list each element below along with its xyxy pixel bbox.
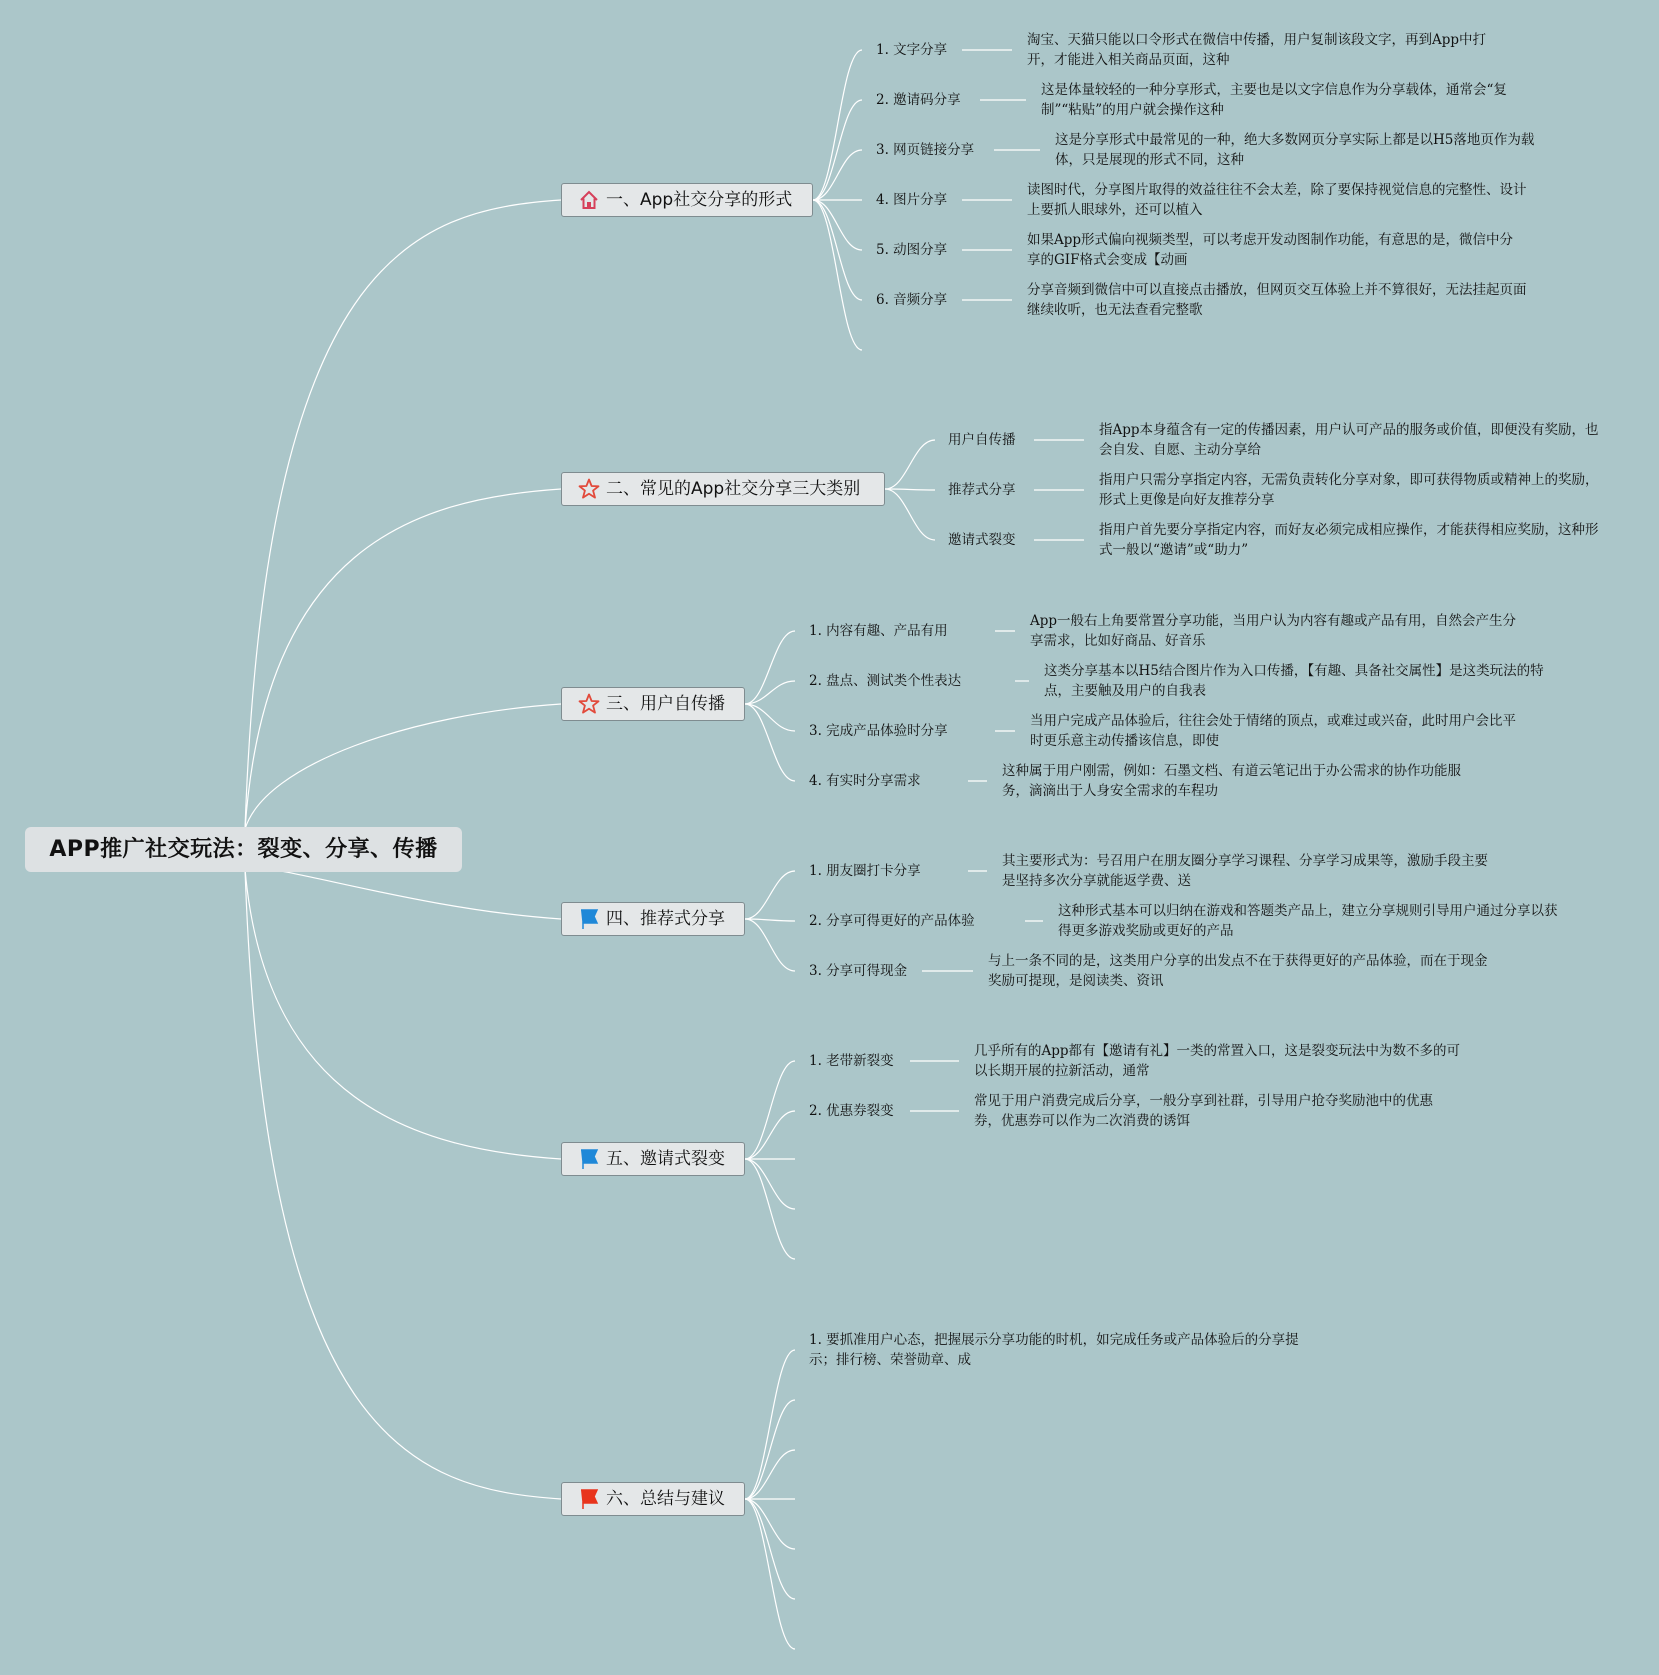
branch-summary[interactable] <box>561 1482 745 1516</box>
subtopic-text-share[interactable]: 1. 文字分享 <box>876 42 948 58</box>
branch-link <box>745 1061 795 1159</box>
branch-invite-fission[interactable] <box>561 1142 745 1176</box>
desc-invite-fission: 指用户首先要分享指定内容，而好友必须完成相应操作，才能获得相应奖励，这种形式一般以“邀请”或“助力” <box>1099 522 1599 558</box>
branch-link <box>745 1111 795 1159</box>
branch-label: 三、用户自传播 <box>606 694 725 714</box>
desc-link-share: 这是分享形式中最常见的一种，绝大多数网页分享实际上都是以H5落地页作为载体，只是展现的形式不同，这种 <box>1055 132 1535 168</box>
subtopic-invite-fission[interactable]: 邀请式裂变 <box>948 532 1016 548</box>
branch-link <box>745 1159 795 1209</box>
branch-user-self-spread[interactable] <box>561 687 745 721</box>
subtopic-image-share[interactable]: 4. 图片分享 <box>876 192 948 208</box>
subtopic-gif-share[interactable]: 5. 动图分享 <box>876 242 948 258</box>
branch-link <box>745 1400 795 1499</box>
root-link <box>245 200 561 829</box>
desc-realtime-share: 这种属于用户刚需，例如：石墨文档、有道云笔记出于办公需求的协作功能服务，滴滴出于人身安全需求的车程功 <box>1002 763 1461 799</box>
branch-label: 二、常见的App社交分享三大类别 <box>606 479 861 499</box>
subtopic-invite-code-share[interactable]: 2. 邀请码分享 <box>876 92 961 108</box>
branch-link <box>745 1350 795 1499</box>
desc-text-share: 淘宝、天猫只能以口令形式在微信中传播，用户复制该段文字，再到App中打开，才能进入相关商品页面，这种 <box>1027 32 1487 68</box>
star-icon <box>578 693 600 715</box>
branch-link <box>885 489 935 490</box>
branch-recommend-share[interactable] <box>561 902 745 936</box>
branch-label: 五、邀请式裂变 <box>606 1149 725 1169</box>
subtopic-link-share[interactable]: 3. 网页链接分享 <box>876 142 975 158</box>
desc-audio-share: 分享音频到微信中可以直接点击播放，但网页交互体验上并不算很好，无法挂起页面继续收听，也无法查看完整歌 <box>1027 282 1527 318</box>
flag-icon <box>578 908 600 930</box>
root-link <box>245 868 561 919</box>
branch-link <box>745 1499 795 1599</box>
root-topic[interactable]: APP推广社交玩法：裂变、分享、传播 <box>25 827 462 872</box>
desc-better-experience: 这种形式基本可以归纳在游戏和答题类产品上，建立分享规则引导用户通过分享以获得更多游戏奖励或更好的产品 <box>1058 903 1558 939</box>
desc-moments-checkin: 其主要形式为：号召用户在朋友圈分享学习课程、分享学习成果等，激励手段主要是坚持多次分享就能返学费、送 <box>1002 853 1488 889</box>
home-icon <box>578 189 600 211</box>
desc-invite-code-share: 这是体量较轻的一种分享形式，主要也是以文字信息作为分享载体，通常会“复制”“粘贴”的用户就会操作这种 <box>1041 82 1507 118</box>
branch-label: 一、App社交分享的形式 <box>606 190 793 210</box>
desc-interesting-content: App一般右上角要常置分享功能，当用户认为内容有趣或产品有用，自然会产生分享需求，比如好商品、好音乐 <box>1030 613 1517 649</box>
branch-label: 六、总结与建议 <box>606 1489 725 1509</box>
branch-share-forms[interactable] <box>561 183 813 217</box>
desc-coupon-fission: 常见于用户消费完成后分享，一般分享到社群，引导用户抢夺奖励池中的优惠券，优惠券可以作为二次消费的诱饵 <box>974 1093 1433 1129</box>
root-link <box>245 704 561 829</box>
branch-label: 四、推荐式分享 <box>606 909 725 929</box>
desc-cash-reward: 与上一条不同的是，这类用户分享的出发点不在于获得更好的产品体验，而在于现金奖励可提现，是阅读类、资讯 <box>988 953 1488 989</box>
flag-icon <box>578 1148 600 1170</box>
subtopic-better-experience[interactable]: 2. 分享可得更好的产品体验 <box>809 913 975 929</box>
branch-link <box>745 871 795 919</box>
star-icon <box>578 478 600 500</box>
desc-image-share: 读图时代，分享图片取得的效益往往不会太差，除了要保持视觉信息的完整性、设计上要抓人眼球外，还可以植入 <box>1027 182 1527 218</box>
branch-link <box>745 1159 795 1259</box>
branch-share-categories[interactable] <box>561 472 885 506</box>
subtopic-coupon-fission[interactable]: 2. 优惠券裂变 <box>809 1103 894 1119</box>
desc-personal-expression: 这类分享基本以H5结合图片作为入口传播，【有趣、具备社交属性】是这类玩法的特点，主要触及用户的自我表 <box>1044 663 1544 699</box>
root-link <box>245 489 561 829</box>
desc-old-bring-new: 几乎所有的App都有【邀请有礼】一类的常置入口，这是裂变玩法中为数不多的可以长期开展的拉新活动，通常 <box>974 1043 1461 1079</box>
branch-link <box>885 489 935 540</box>
branch-link <box>813 200 862 300</box>
subtopic-self-spread[interactable]: 用户自传播 <box>948 432 1016 448</box>
desc-self-spread: 指App本身蕴含有一定的传播因素，用户认可产品的服务或价值，即便没有奖励，也会自发、自愿、主动分享给 <box>1099 422 1599 458</box>
subtopic-personal-expression[interactable]: 2. 盘点、测试类个性表达 <box>809 673 962 689</box>
subtopic-interesting-content[interactable]: 1. 内容有趣、产品有用 <box>809 623 948 639</box>
root-link <box>245 869 561 1159</box>
branch-link <box>885 440 935 489</box>
summary-item-1[interactable]: 1. 要抓准用户心态，把握展示分享功能的时机，如完成任务或产品体验后的分享提示；排行榜、荣誉勋章、成 <box>809 1332 1299 1368</box>
root-link <box>245 869 561 1499</box>
desc-gif-share: 如果App形式偏向视频类型，可以考虑开发动图制作功能，有意思的是，微信中分享的GIF格式会变成【动画 <box>1027 232 1514 268</box>
subtopic-old-bring-new[interactable]: 1. 老带新裂变 <box>809 1053 894 1069</box>
branch-link <box>745 1499 795 1649</box>
branch-link <box>813 100 862 200</box>
desc-recommend-share: 指用户只需分享指定内容，无需负责转化分享对象，即可获得物质或精神上的奖励，形式上更像是向好友推荐分享 <box>1099 472 1599 508</box>
subtopic-cash-reward[interactable]: 3. 分享可得现金 <box>809 963 908 979</box>
desc-experience-complete: 当用户完成产品体验后，往往会处于情绪的顶点，或难过或兴奋，此时用户会比平时更乐意主动传播该信息，即使 <box>1030 713 1516 749</box>
branch-link <box>745 919 795 971</box>
branch-link <box>813 50 862 200</box>
branch-link <box>813 150 862 200</box>
branch-link <box>813 200 862 250</box>
subtopic-moments-checkin[interactable]: 1. 朋友圈打卡分享 <box>809 863 921 879</box>
subtopic-realtime-share[interactable]: 4. 有实时分享需求 <box>809 773 921 789</box>
subtopic-audio-share[interactable]: 6. 音频分享 <box>876 292 948 308</box>
subtopic-recommend-share[interactable]: 推荐式分享 <box>948 482 1016 498</box>
branch-link <box>745 704 795 781</box>
subtopic-experience-complete[interactable]: 3. 完成产品体验时分享 <box>809 723 948 739</box>
flag-icon <box>578 1488 600 1510</box>
branch-link <box>813 200 862 350</box>
